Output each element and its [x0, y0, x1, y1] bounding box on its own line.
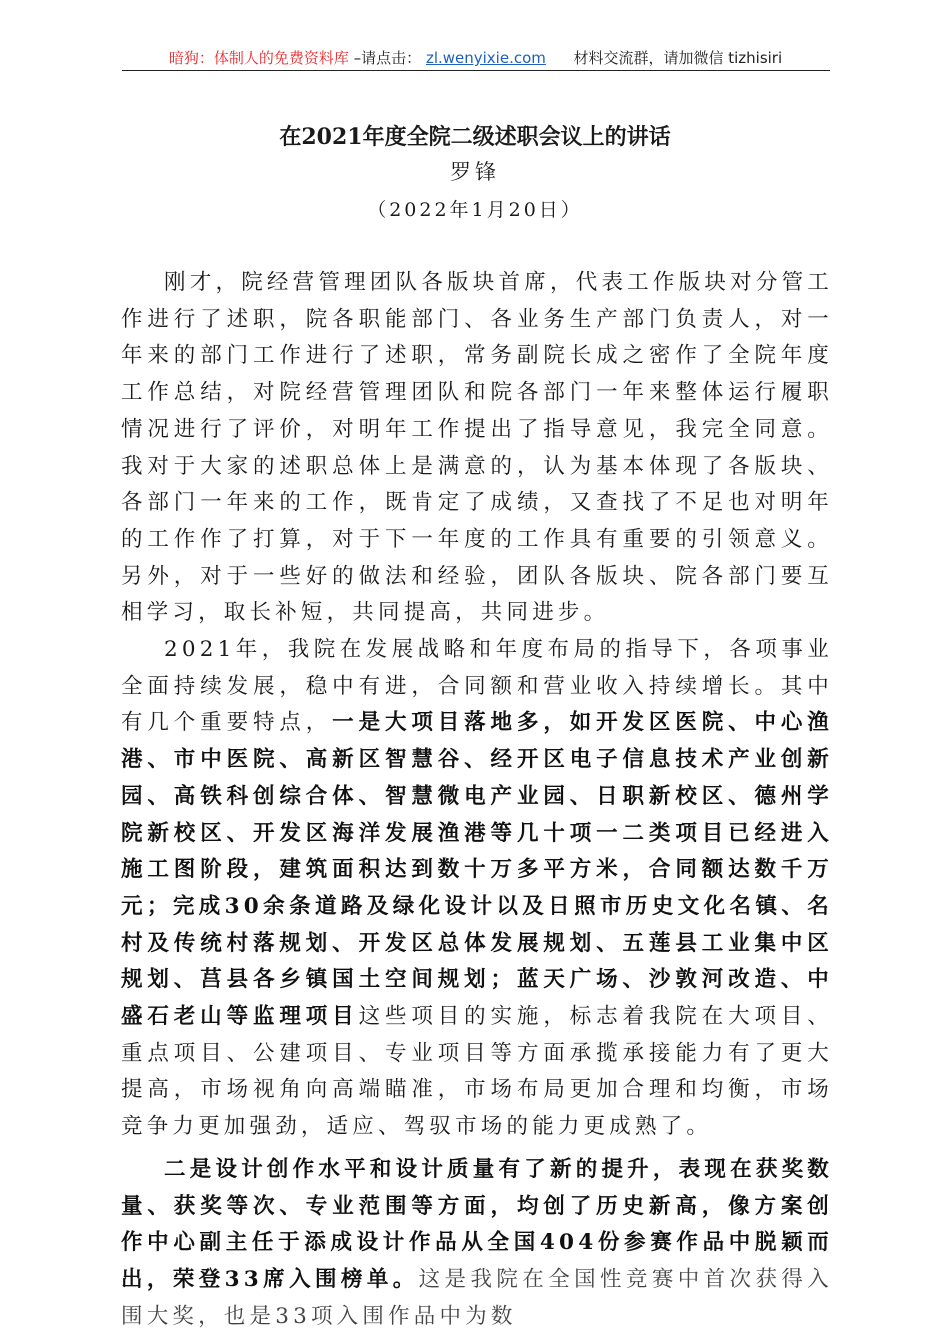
paragraph-2: [121, 632, 833, 1146]
document-title: 在2021年度全院二级述职会议上的讲话: [279, 124, 671, 150]
header-divider: [122, 70, 830, 71]
paragraph-1: [121, 265, 833, 632]
paragraph-1-run-1: 刚才，院经营管理团队各版块首席，代表工作版块对分管工作进行了述职，院各职能部门、各业务生产部门负责人，对一年来的部门工作进行了述职，常务副院长成之密作了全院年度工作总结，对院经营管理团队和院各部门一年来整体运行履职情况进行了评价，对明年工作提出了指导意见，我完全同意。我对于大家的述职总体上是满意的，认为基本体现了各版块、各部门一年来的工作，既肯定了成绩，又查找了不足也对明年的工作作了打算，对于下一年度的工作具有重要的引领意义。另外，对于一些好的做法和经验，团队各版块、院各部门要互相学习，取长补短，共同提高，共同进步。: [121, 270, 833, 626]
paragraph-3: [121, 1152, 833, 1336]
banner-prompt: –请点击：: [353, 49, 422, 67]
watermark-banner: [122, 46, 829, 70]
banner-contact: 材料交流群，请加微信 tizhisiri: [573, 49, 783, 67]
paragraph-3-bold-run: 二是设计创作水平和设计质量有了新的提升，表现在获奖数量、获奖等次、专业范围等方面，均创了历史新高，像方案创作中心副主任于添成设计作品从全国404份参赛作品中脱颖而出，荣登33席入围榜单。: [121, 1156, 833, 1292]
paragraph-2-run-1: 2021年，我院在发展战略和年度布局的指导下，各项事业全面持续发展，稳中有进，合同额和营业收入持续增长。其中有几个重要特点，: [121, 637, 833, 736]
document-body: [121, 265, 833, 1335]
banner-link[interactable]: zl.wenyixie.com: [425, 49, 546, 67]
paragraph-2-bold-run: 一是大项目落地多，如开发区医院、中心渔港、市中医院、高新区智慧谷、经开区电子信息技术产业创新园、高铁科创综合体、智慧微电产业园、日职新校区、德州学院新校区、开发区海洋发展渔港等几十项一二类项目已经进入施工图阶段，建筑面积达到数十万多平方米，合同额达数千万元；完成30余条道路及绿化设计以及日照市历史文化名镇、名村及传统村落规划、开发区总体发展规划、五莲县工业集中区规划、莒县各乡镇国土空间规划；蓝天广场、沙敦河改造、中盛石老山等监理项目: [121, 710, 833, 1030]
banner-brand: 暗狗：体制人的免费资料库: [168, 49, 349, 67]
paragraph-2-run-3: 这些项目的实施，标志着我院在大项目、重点项目、公建项目、专业项目等方面承揽承接能力有了更大提高，市场视角向高端瞄准，市场布局更加合理和均衡，市场竞争力更加强劲，适应、驾驭市场的能力更成熟了。: [121, 1004, 833, 1140]
paragraph-3-run-2: 这是我院在全国性竞赛中首次获得入围大奖，也是33项入围作品中为数: [121, 1266, 833, 1329]
document-date: （2022年1月20日）: [367, 199, 583, 221]
document-author: 罗锋: [450, 160, 500, 184]
